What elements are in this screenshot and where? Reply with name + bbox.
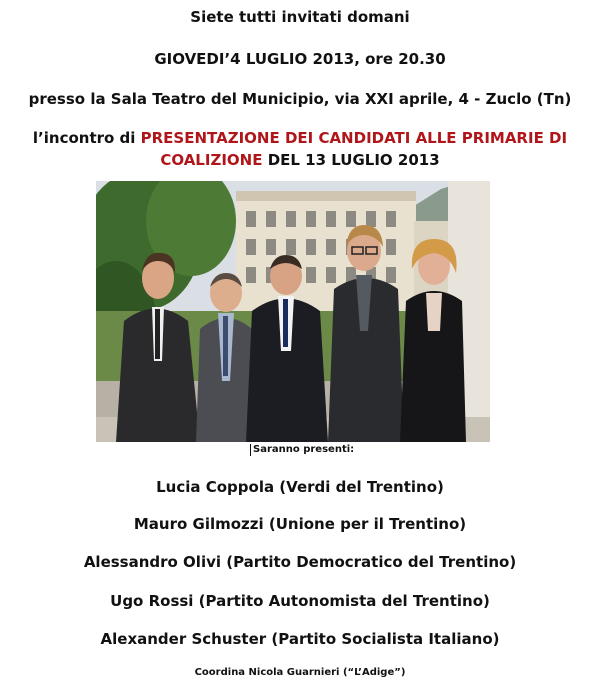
venue-line: presso la Sala Teatro del Municipio, via XXI aprile, 4 - Zuclo (Tn)	[28, 90, 572, 108]
candidate-1: Lucia Coppola (Verdi del Trentino)	[156, 478, 444, 496]
candidate-3: Alessandro Olivi (Partito Democratico del Trentino)	[83, 553, 517, 571]
attendees-caption: Saranno presenti:	[250, 444, 354, 456]
event-title-line2	[0, 151, 600, 169]
candidate-5: Alexander Schuster (Partito Socialista Italiano)	[100, 630, 500, 648]
invite-line: Siete tutti invitati domani	[190, 8, 410, 26]
event-title-line1	[0, 129, 600, 147]
date-line: GIOVEDI’4 LUGLIO 2013, ore 20.30	[154, 50, 446, 68]
event-title-highlight: PRESENTAZIONE DEI CANDIDATI ALLE PRIMARIE DI	[140, 129, 568, 147]
event-title-highlight-2: COALIZIONE	[160, 151, 263, 169]
group-photo	[96, 181, 490, 442]
event-title-prefix: l’incontro di	[32, 129, 141, 147]
event-title-suffix: DEL 13 LUGLIO 2013	[262, 151, 440, 169]
candidate-4: Ugo Rossi (Partito Autonomista del Trentino)	[110, 592, 490, 610]
moderator-note: Coordina Nicola Guarnieri (“L’Adige”)	[194, 667, 406, 678]
candidate-2: Mauro Gilmozzi (Unione per il Trentino)	[133, 515, 467, 533]
